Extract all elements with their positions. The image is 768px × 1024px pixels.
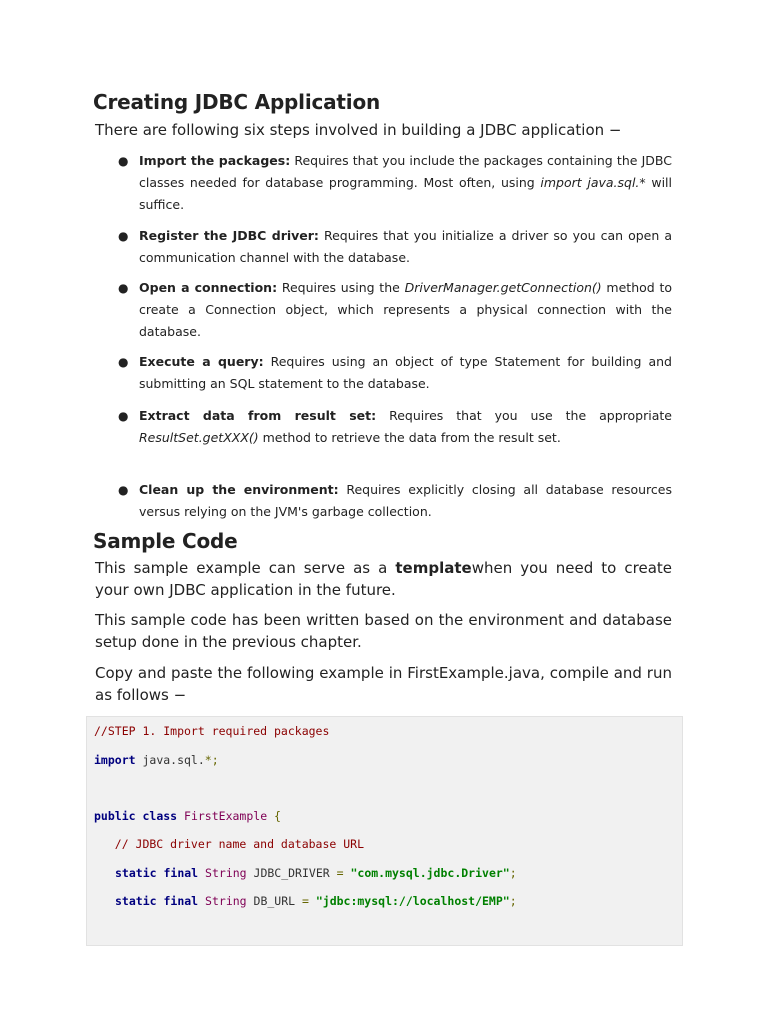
intro-paragraph: There are following six steps involved in building a JDBC application − [95,121,622,139]
step-italic: DriverManager.getConnection() [404,280,602,295]
code-comment: // JDBC driver name and database URL [94,837,365,851]
code-keyword: static [115,866,157,880]
sample-para-3: Copy and paste the following example in FirstExample.java, compile and run as follows − [95,664,672,704]
code-type: String [205,866,247,880]
code-keyword: final [163,866,199,880]
bullet-icon: ● [118,154,129,168]
step-italic: import java.sql.* [540,175,646,190]
step-desc: Requires that you initialize a driver so you can open a communication channel with the database. [139,228,672,265]
step-label: Execute a query: [139,354,264,369]
step-desc: Requires explicitly closing all database resources versus relying on the JVM's garbage collection. [139,482,672,519]
bullet-icon: ● [118,281,129,295]
para-text: This sample example can serve as a [95,559,396,577]
step-desc-end: will suffice. [139,175,672,212]
bullet-icon: ● [118,229,129,243]
step-desc: Requires using the [277,280,405,295]
code-punct: = [301,894,309,908]
step-desc: Requires that you include the packages containing the JDBC classes needed for database programming. Most often, using [139,153,672,190]
section-title-creating-jdbc: Creating JDBC Application [93,90,381,114]
sample-para-1 [95,557,672,601]
step-label: Import the packages: [139,153,291,168]
code-keyword: import [94,753,136,767]
sample-para-2: This sample code has been written based on the environment and database setup done in the previous chapter. [95,611,672,651]
section-title-sample-code: Sample Code [93,529,238,553]
code-punct: { [267,809,281,823]
code-keyword: class [142,809,178,823]
step-text [139,405,672,449]
para-text-end: when you need to create your own JDBC application in the future. [95,559,672,599]
code-line-class-decl [94,808,281,824]
step-desc-end: method to retrieve the data from the result set. [258,430,561,445]
code-class-name: FirstExample [177,809,268,823]
bullet-icon: ● [118,355,129,369]
step-text [139,225,672,269]
step-desc-end: method to create a Connection object, which represents a physical connection with the database. [139,280,672,339]
bullet-icon: ● [118,409,129,423]
step-label: Open a connection: [139,280,278,295]
code-keyword: public [94,809,136,823]
code-plain: JDBC_DRIVER [246,866,337,880]
code-comment: //STEP 1. Import required packages [94,724,330,738]
code-punct: ; [509,866,517,880]
code-string: "jdbc:mysql://localhost/EMP" [308,894,510,908]
step-label: Clean up the environment: [139,482,339,497]
code-plain: java.sql. [135,753,205,767]
para-bold: template [395,559,472,577]
step-label: Register the JDBC driver: [139,228,319,243]
code-line-db-url [115,893,517,909]
code-punct: = [336,866,344,880]
code-string: "com.mysql.jdbc.Driver" [343,866,510,880]
step-desc: Requires using an object of type Statement for building and submitting an SQL statement to the database. [139,354,672,391]
code-plain: DB_URL [246,894,302,908]
code-punct: ; [509,894,517,908]
code-keyword: final [163,894,199,908]
step-text [139,479,672,523]
code-line-jdbc-driver [115,865,517,881]
code-keyword: static [115,894,157,908]
step-text [139,277,672,343]
step-text [139,351,672,395]
code-block[interactable] [86,716,683,946]
step-italic: ResultSet.getXXX() [139,430,259,445]
step-desc: Requires that you use the appropriate [376,408,672,423]
bullet-icon: ● [118,483,129,497]
step-text [139,150,672,216]
code-type: String [205,894,247,908]
code-line-comment-driver [94,836,364,852]
step-label: Extract data from result set: [139,408,377,423]
code-punct: *; [204,753,219,767]
code-line-import [94,752,219,768]
code-line-comment-step1 [94,723,329,739]
